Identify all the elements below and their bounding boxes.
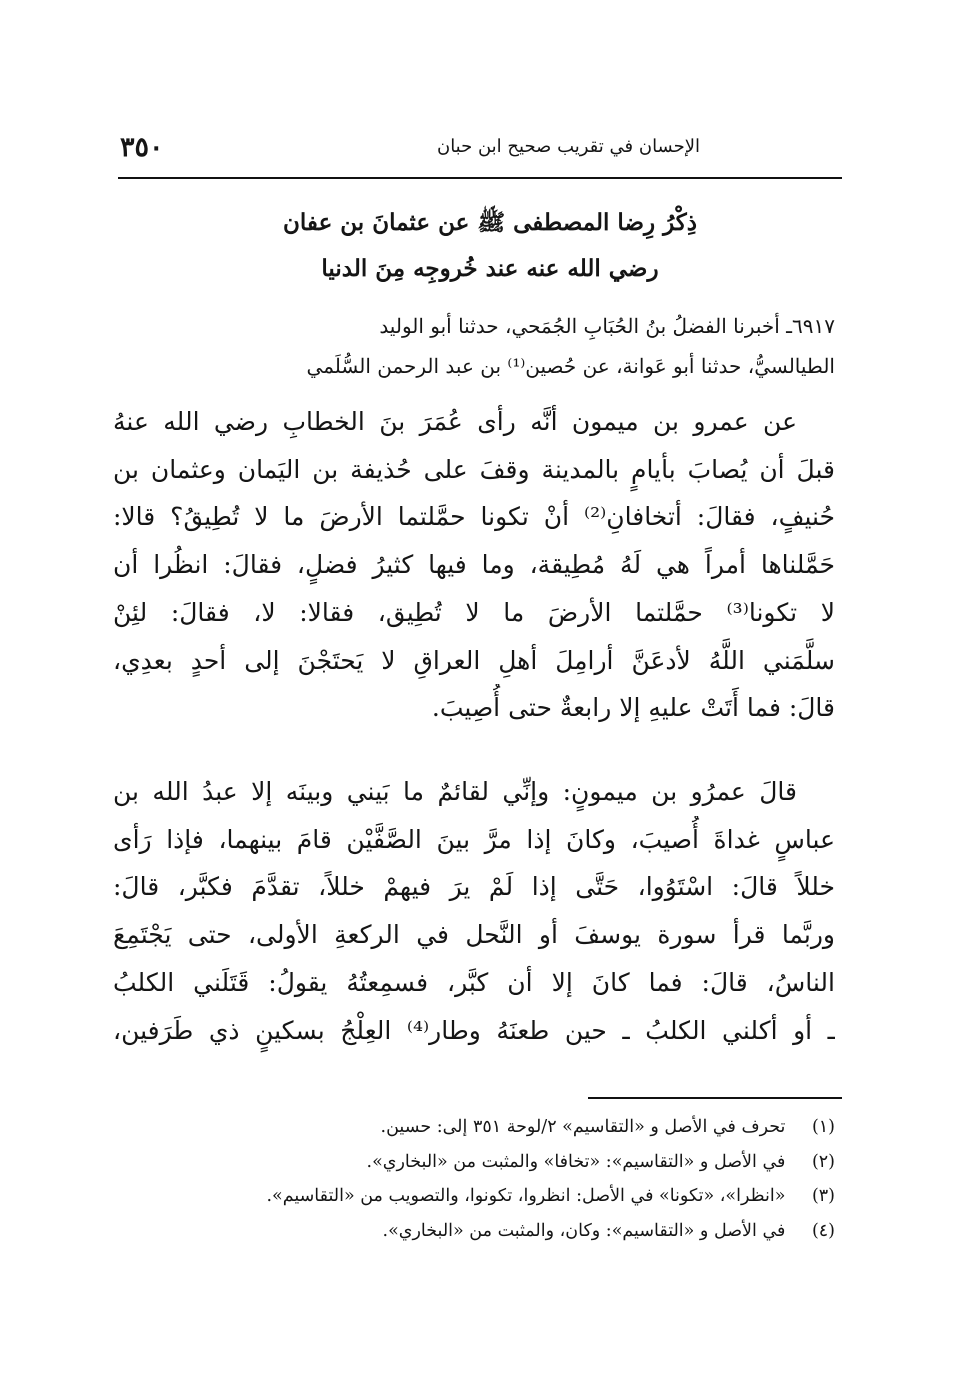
header-divider [118,177,842,179]
page-number: ٣٥٠ [120,132,164,163]
text-line: الناسُ، قالَ: فما كانَ إلا أن كبَّر، فسمِعتُهُ يقولُ: قَتَلَني الكلبُ [113,967,835,997]
footnote-4 [113,1214,835,1249]
hadith-number: ٦٩١٧ـ [786,314,835,338]
chain-line: الطيالسيُّ، حدثنا أبو عَوانة، عن حُصين⁽¹⁾ بن عبد الرحمن السُّلَمي [306,354,835,378]
footnote-number: (١) [811,1117,835,1137]
footnote-number: (٤) [811,1220,835,1241]
text-line: قالَ: فما أَتَتْ عليهِ إلا رابعةٌ حتى أُصِيبَ. [431,693,835,723]
footnote-number: (٣) [811,1186,835,1206]
footnote-text: في الأصل و «التقاسيم»: «تخافا» والمثبت من «البخاري». [366,1151,786,1172]
text-line: حُنيفٍ، فقالَ: أتخافانِ⁽²⁾ أنْ تكونا حمَّلتما الأرضَ ما لا تُطِيقُ؟ قالا: [113,502,835,532]
heading-line-1: ذِكْرُ رِضا المصطفى ﷺ عن عثمانَ بن عفان [283,209,697,236]
footnote-text: في الأصل و «التقاسيم»: وكان، والمثبت من «البخاري». [382,1220,786,1241]
text-line: قالَ عمرُو بن ميمونٍ: وإنِّي لقائمٌ ما بَيني وبينَه إلا عبدُ الله بن [113,777,797,806]
running-header [120,128,840,172]
text-line: خللاً قالَ: اسْتَوُوا، حَتَّى إذا لَمْ يرَ فيهمْ خللاً، تقدَّمَ فكبَّر، قالَ: [113,872,835,902]
text-line: عباسٍ غداةَ أُصيبَ، وكانَ إذا مرَّ بينَ الصَّفَّيْن قامَ بينهما، فإذا رَأى [113,824,835,854]
footnote-text: «انظرا»، «تكونا» في الأصل: انظروا، تكونوا، والتصويب من «التقاسيم». [266,1186,786,1206]
hadith-paragraph-1 [113,398,835,732]
text-line: قبلَ أن يُصابَ بأيامٍ بالمدينة وقفَ على حُذيفة بن اليَمان وعثمان بن [113,454,835,484]
chain-line [113,306,835,346]
footnote-number: (٢) [811,1151,835,1172]
hadith-chain [113,306,835,386]
text-line: وربَّما قرأ سورة يوسفَ أو النَّحل في الركعةِ الأولى، حتى يَجْتَمِعَ [113,920,835,950]
footnote-text: تحرف في الأصل و «التقاسيم» ٢/لوحة ٣٥١ إلى: حسين. [380,1117,786,1137]
hadith-paragraph-2 [113,768,835,1054]
text-line: لا تكونا⁽³⁾ حمَّلتما الأرضَ ما لا تُطِيق، فقالا: لا، فقالَ: لئِنْ [113,597,835,627]
heading-line-2: رضي الله عنه عند خُروجِه مِنَ الدنيا [321,255,659,282]
chapter-heading [130,200,850,292]
text-line: عن عمرو بن ميمون أنَّه رأى عُمَرَ بنَ الخطابِ رضي الله عنهُ [113,407,797,436]
book-title: الإحسان في تقريب صحيح ابن حبان [436,136,700,157]
footnotes [113,1110,835,1248]
footnote-2 [113,1145,835,1180]
text-line: سلَّمَني اللَّهُ لأدعَنَّ أرامِلَ أهلِ العراقِ لا يَحتَجْنَ إلى أحدٍ بعدِي، [113,645,835,675]
chain-text: أخبرنا الفضلُ بنُ الحُبَابِ الجُمَحي، حدثنا أبو الوليد [379,314,780,338]
text-line: حَمَّلناها أمراً هي لَهُ مُطِيقة، وما فيها كثيرُ فضلٍ، فقالَ: انظُرا أن [113,550,835,580]
footnote-1 [113,1110,835,1145]
footnote-3 [113,1179,835,1214]
footnote-divider [588,1097,842,1099]
text-line: ـ أو أكلني الكلبُ ـ حين طعنَهُ وطار⁽⁴⁾ العِلْجُ بسكينٍ ذي طَرَفين، [113,1015,835,1045]
